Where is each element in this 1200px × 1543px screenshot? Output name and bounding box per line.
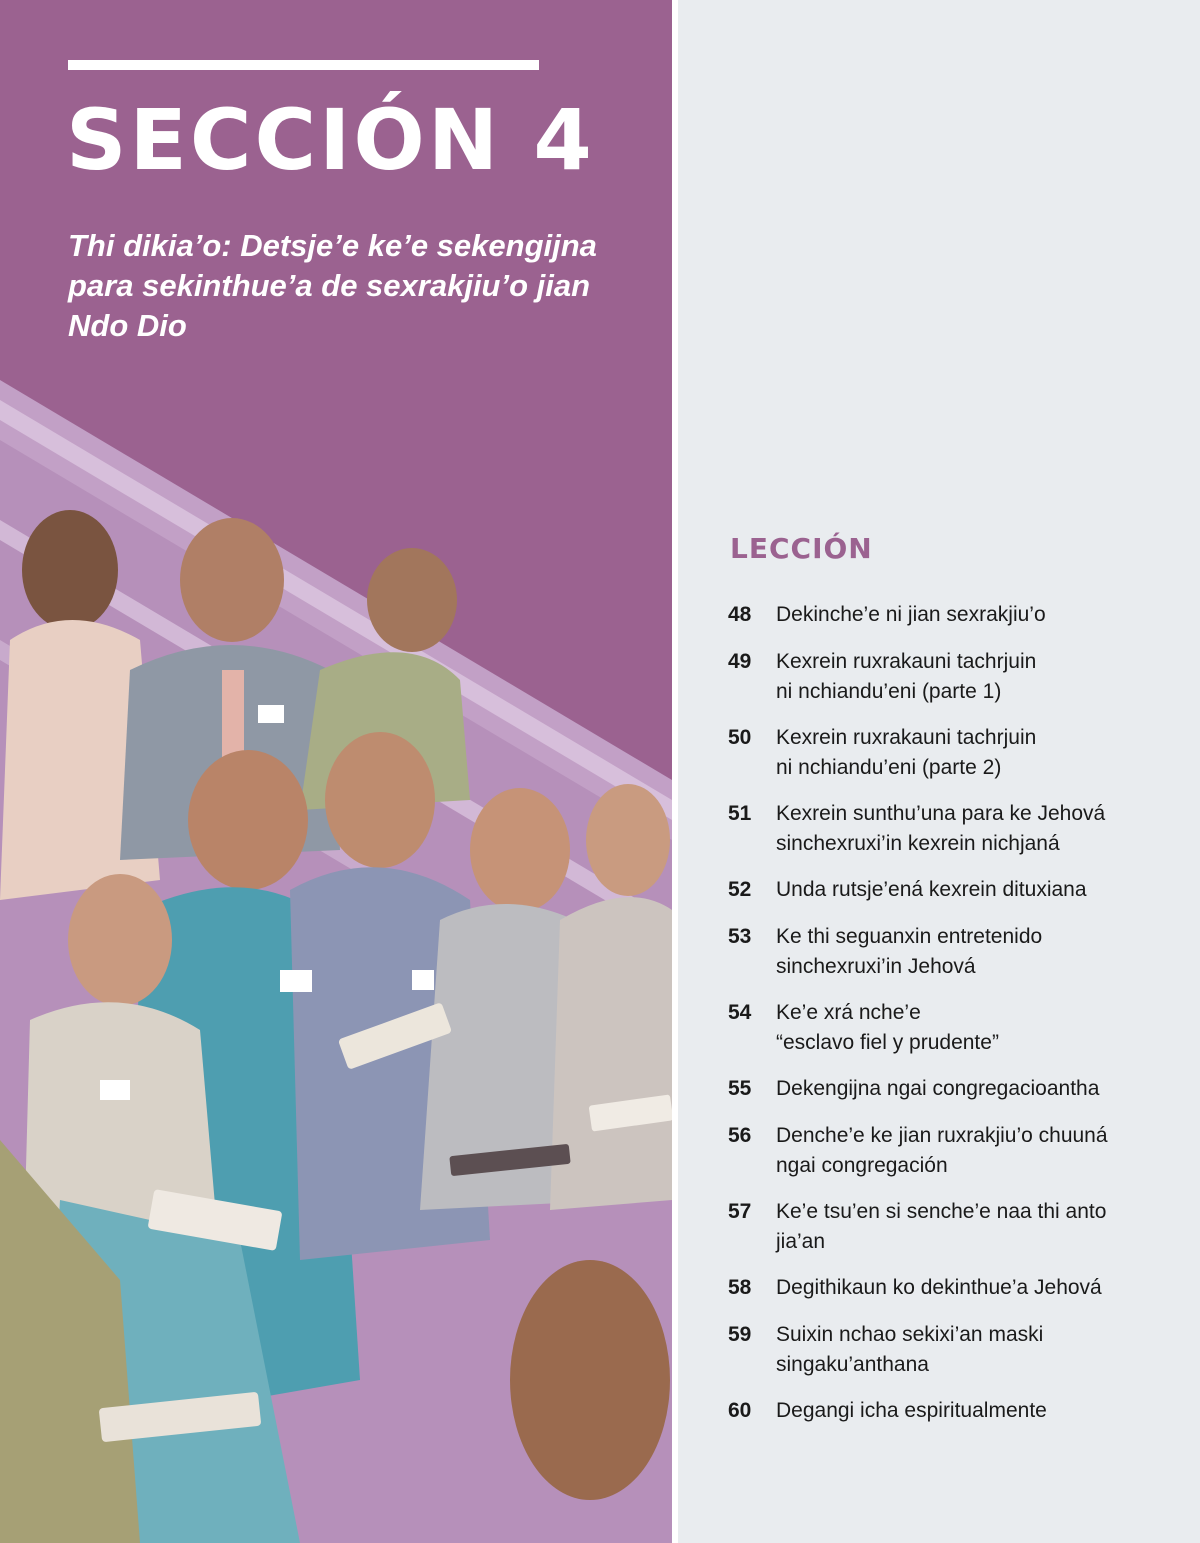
lesson-item [728,1197,1188,1257]
lesson-number: 52 [728,878,752,901]
lesson-title-line: ngai congregación [776,1154,948,1177]
lesson-number: 60 [728,1399,752,1422]
lesson-item [728,1074,1188,1104]
lesson-title [776,1197,1106,1257]
lesson-title [776,998,999,1058]
lesson-title-line: ni nchiandu’eni (parte 1) [776,680,1002,703]
lesson-title-line: Dekinche’e ni jian sexrakjiu’o [776,603,1046,626]
lesson-list [728,600,1188,1443]
lesson-title-line: Ke thi seguanxin entretenido [776,925,1043,948]
lesson-title [776,875,1087,905]
lesson-title [776,1320,1043,1380]
lesson-title-line: Kexrein ruxrakauni tachrjuin [776,726,1037,749]
lesson-item [728,922,1188,982]
section-title: SECCIÓN 4 [66,91,595,189]
section-subtitle: Thi dikia’o: Detsje’e ke’e sekengijna para sekinthue’a de sexrakjiu’o jian Ndo Dio [68,228,597,343]
lesson-number: 58 [728,1276,752,1299]
congregation-illustration [0,380,672,1543]
lesson-title-line: Ke’e tsu’en si senche’e naa thi anto [776,1200,1107,1223]
lesson-number: 51 [728,802,752,825]
lesson-title [776,922,1042,982]
lesson-item [728,1320,1188,1380]
lesson-title-line: Kexrein sunthu’una para ke Jehová [776,802,1106,825]
lesson-number: 59 [728,1323,752,1346]
lesson-item [728,723,1188,783]
lesson-number: 55 [728,1077,752,1100]
lesson-title-line: Degithikaun ko dekinthue’a Jehová [776,1276,1102,1299]
lesson-title-line: ni nchiandu’eni (parte 2) [776,756,1002,779]
lesson-title-line: singaku’anthana [776,1353,929,1376]
lesson-title-line: Dekengijna ngai congregacioantha [776,1077,1100,1100]
lesson-title-line: sinchexruxi’in Jehová [776,955,976,978]
lesson-title-line: Degangi icha espiritualmente [776,1399,1047,1422]
lesson-title [776,600,1046,630]
lesson-item [728,875,1188,905]
lessons-panel [678,0,1200,1543]
lesson-number: 49 [728,650,752,673]
lessons-header: LECCIÓN [730,532,873,565]
lesson-item [728,1273,1188,1303]
lesson-number: 54 [728,1001,752,1024]
lesson-item [728,600,1188,630]
lesson-title [776,723,1036,783]
lesson-title [776,647,1036,707]
lesson-number: 50 [728,726,752,749]
lesson-item [728,1121,1188,1181]
lesson-title [776,1273,1102,1303]
lesson-title [776,1121,1108,1181]
title-rule [68,60,539,70]
lesson-number: 53 [728,925,752,948]
lesson-number: 56 [728,1124,752,1147]
lesson-title [776,1074,1099,1104]
lesson-item [728,998,1188,1058]
lesson-title [776,1396,1047,1426]
lesson-title-line: Suixin nchao sekixi’an maski [776,1323,1044,1346]
lesson-title-line: Unda rutsje’ená kexrein dituxiana [776,878,1087,901]
lesson-number: 48 [728,603,752,626]
lesson-title-line: sinchexruxi’in kexrein nichjaná [776,832,1060,855]
lesson-title-line: jia’an [776,1230,826,1253]
lesson-item [728,1396,1188,1426]
lesson-title [776,799,1105,859]
lesson-title-line: Denche’e ke jian ruxrakjiu’o chuuná [776,1124,1108,1147]
lesson-item [728,799,1188,859]
lesson-item [728,647,1188,707]
lesson-title-line: Kexrein ruxrakauni tachrjuin [776,650,1037,673]
lesson-title-line: Ke’e xrá nche’e [776,1001,921,1024]
lesson-number: 57 [728,1200,752,1223]
lesson-title-line: “esclavo fiel y prudente” [776,1031,999,1054]
